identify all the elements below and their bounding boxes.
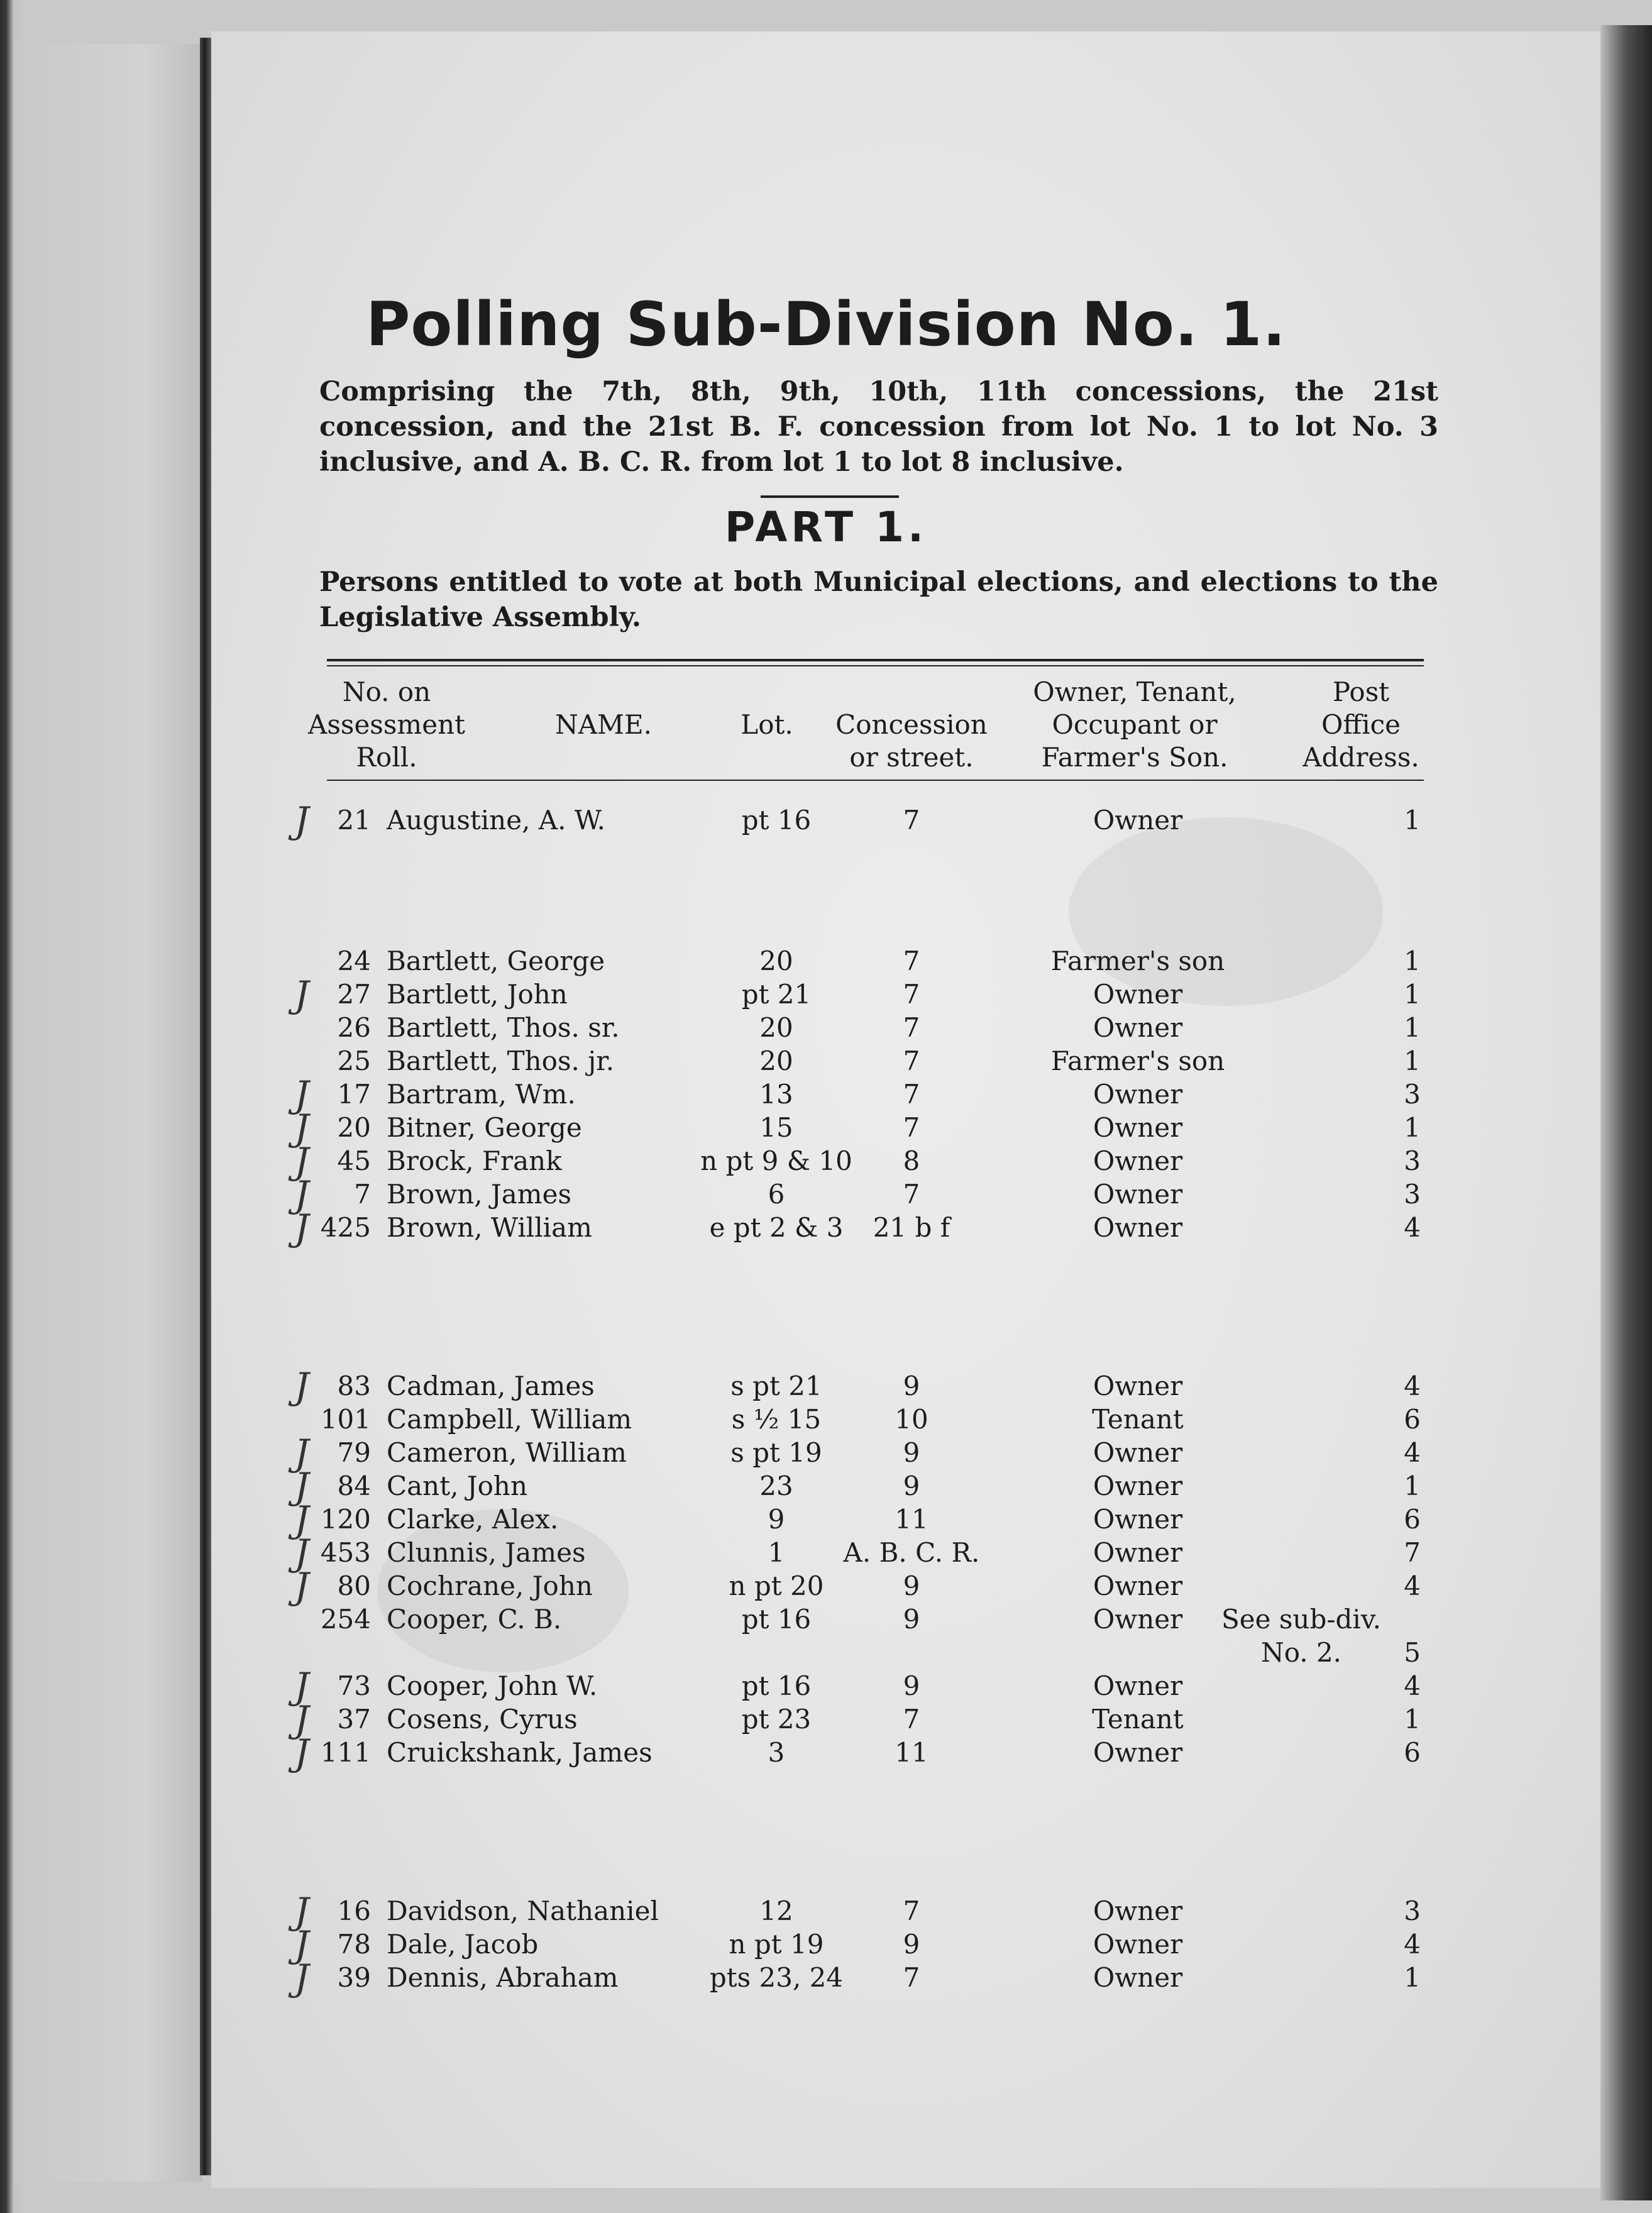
assessment-number: 111 <box>320 1737 371 1768</box>
table-row <box>0 1698 1652 1741</box>
voter-name: Cant, John <box>387 1471 528 1501</box>
lot-number: n pt 19 <box>729 1929 824 1960</box>
voter-name: Bartlett, George <box>387 946 605 976</box>
assessment-number: 20 <box>337 1112 371 1143</box>
lot-number: 15 <box>759 1112 793 1143</box>
header-concession <box>830 709 993 774</box>
concession: 11 <box>895 1737 928 1768</box>
lot-number: 20 <box>759 946 793 976</box>
post-office: 1 <box>1404 1112 1421 1143</box>
voter-name: Bartlett, John <box>387 979 568 1010</box>
concession: 7 <box>903 805 920 836</box>
owner-status: Owner <box>1093 1012 1183 1043</box>
post-office: 1 <box>1404 979 1421 1010</box>
voter-name: Bartlett, Thos. sr. <box>387 1012 620 1043</box>
table-row <box>0 1140 1652 1183</box>
lot-number: n pt 9 & 10 <box>700 1145 852 1176</box>
owner-status: Owner <box>1093 1737 1183 1768</box>
header-line: Address. <box>1302 742 1419 773</box>
voter-name: Brock, Frank <box>387 1145 562 1176</box>
post-office: 1 <box>1404 1012 1421 1043</box>
concession: 9 <box>903 1929 920 1960</box>
owner-status: Owner <box>1093 1145 1183 1176</box>
table-row <box>0 1498 1652 1541</box>
assessment-number: 80 <box>337 1570 371 1601</box>
table-row <box>0 1432 1652 1474</box>
header-line: Post <box>1332 676 1390 707</box>
concession: 8 <box>903 1145 920 1176</box>
concession: 21 b f <box>873 1212 950 1243</box>
lot-number: pt 16 <box>741 1604 812 1635</box>
assessment-number: 83 <box>337 1371 371 1401</box>
post-office: 3 <box>1404 1079 1421 1110</box>
assessment-number: 39 <box>337 1962 371 1993</box>
table-row <box>0 1011 1652 1045</box>
voter-name: Cadman, James <box>387 1371 595 1401</box>
concession: 7 <box>903 1012 920 1043</box>
table-row <box>0 1731 1652 1774</box>
concession: 9 <box>903 1670 920 1701</box>
header-line: Concession <box>835 709 988 740</box>
concession: 7 <box>903 1962 920 1993</box>
post-office: 1 <box>1404 1962 1421 1993</box>
owner-status: Owner <box>1093 1570 1183 1601</box>
table-row <box>0 1565 1652 1608</box>
post-office: 4 <box>1404 1437 1421 1468</box>
check-mark: J <box>294 1140 309 1183</box>
assessment-number: 16 <box>337 1896 371 1926</box>
post-office: 3 <box>1404 1179 1421 1210</box>
assessment-number: 254 <box>320 1604 371 1635</box>
header-line: Farmer's Son. <box>1041 742 1228 773</box>
subdivision-description: Comprising the 7th, 8th, 9th, 10th, 11th concessions, the 21st concession, and the 21st B. F. concession from lot No. 1 to lot No. 3 inclusive, and A. B. C. R. from lot 1 to lot 8 inclusive. <box>319 376 1438 478</box>
check-mark: J <box>294 1432 309 1474</box>
voter-name: Cooper, John W. <box>387 1670 598 1701</box>
header-line: Roll. <box>356 742 417 773</box>
assessment-number: 84 <box>337 1471 371 1501</box>
table-top-rule <box>327 659 1424 661</box>
post-office: 1 <box>1404 1704 1421 1735</box>
owner-status: Tenant <box>1092 1704 1184 1735</box>
table-row <box>0 1956 1652 1999</box>
concession: 7 <box>903 1704 920 1735</box>
assessment-number: 73 <box>337 1670 371 1701</box>
sub-division-note: See sub-div. <box>1221 1604 1381 1635</box>
owner-status: Owner <box>1093 1112 1183 1143</box>
assessment-number: 79 <box>337 1437 371 1468</box>
post-office: 6 <box>1404 1404 1421 1435</box>
check-mark: J <box>294 1173 309 1216</box>
assessment-number: 37 <box>337 1704 371 1735</box>
owner-status: Owner <box>1093 1079 1183 1110</box>
check-mark: J <box>294 1923 309 1966</box>
check-mark: J <box>294 1206 309 1249</box>
check-mark: J <box>294 1531 309 1574</box>
concession: 7 <box>903 979 920 1010</box>
post-office: 1 <box>1404 805 1421 836</box>
lot-number: pts 23, 24 <box>709 1962 844 1993</box>
check-mark: J <box>294 1665 309 1708</box>
check-mark: J <box>294 1731 309 1774</box>
post-office: 4 <box>1404 1929 1421 1960</box>
table-row <box>0 1636 1652 1670</box>
lot-number: 6 <box>768 1179 785 1210</box>
lot-number: s ½ 15 <box>731 1404 822 1435</box>
check-mark: J <box>294 1106 309 1149</box>
concession: 7 <box>903 1112 920 1143</box>
table-row <box>0 1044 1652 1078</box>
concession: 7 <box>903 1896 920 1926</box>
concession: 9 <box>903 1604 920 1635</box>
check-mark: J <box>294 973 309 1016</box>
lot-number: 20 <box>759 1046 793 1076</box>
post-office: 4 <box>1404 1570 1421 1601</box>
voter-name: Augustine, A. W. <box>387 805 605 836</box>
post-office: 1 <box>1404 1046 1421 1076</box>
post-office: 3 <box>1404 1145 1421 1176</box>
table-row <box>0 944 1652 978</box>
concession: 11 <box>895 1504 928 1535</box>
lot-number: 13 <box>759 1079 793 1110</box>
assessment-number: 101 <box>320 1404 371 1435</box>
owner-status: Farmer's son <box>1050 1046 1225 1076</box>
table-row <box>0 1531 1652 1574</box>
lot-number: e pt 2 & 3 <box>709 1212 844 1243</box>
concession: 9 <box>903 1570 920 1601</box>
lot-number: pt 16 <box>741 1670 812 1701</box>
concession: 7 <box>903 1079 920 1110</box>
check-mark: J <box>294 1073 309 1116</box>
owner-status: Owner <box>1093 1537 1183 1568</box>
table-row <box>0 799 1652 842</box>
post-office: 7 <box>1404 1537 1421 1568</box>
part-rule <box>761 495 899 498</box>
table-header-rule <box>327 780 1424 781</box>
header-no-on-assessment-roll <box>308 676 465 774</box>
assessment-number: 25 <box>337 1046 371 1076</box>
assessment-number: 45 <box>337 1145 371 1176</box>
header-owner-tenant <box>1028 676 1242 774</box>
assessment-number: 27 <box>337 979 371 1010</box>
voter-name: Brown, James <box>387 1179 572 1210</box>
voter-name: Clunnis, James <box>387 1537 586 1568</box>
assessment-number: 21 <box>337 805 371 836</box>
voter-name: Cochrane, John <box>387 1570 593 1601</box>
lot-number: pt 16 <box>741 805 812 836</box>
owner-status: Owner <box>1093 1504 1183 1535</box>
owner-status: Tenant <box>1092 1404 1184 1435</box>
concession: 7 <box>903 1179 920 1210</box>
concession: A. B. C. R. <box>843 1537 980 1568</box>
part-heading: PART 1. <box>724 503 928 551</box>
table-row <box>0 1665 1652 1708</box>
lot-number: 20 <box>759 1012 793 1043</box>
owner-status: Owner <box>1093 1929 1183 1960</box>
owner-status: Owner <box>1093 1896 1183 1926</box>
post-office: 4 <box>1404 1212 1421 1243</box>
lot-number: 9 <box>768 1504 785 1535</box>
header-line: No. on <box>342 676 431 707</box>
header-line: Occupant or <box>1052 709 1218 740</box>
owner-status: Owner <box>1093 805 1183 836</box>
owner-status: Owner <box>1093 1179 1183 1210</box>
check-mark: J <box>294 1890 309 1933</box>
voter-name: Clarke, Alex. <box>387 1504 559 1535</box>
concession: 9 <box>903 1371 920 1401</box>
assessment-number: 24 <box>337 946 371 976</box>
post-office: 3 <box>1404 1896 1421 1926</box>
voter-name: Dennis, Abraham <box>387 1962 619 1993</box>
voter-name: Brown, William <box>387 1212 592 1243</box>
owner-status: Owner <box>1093 1212 1183 1243</box>
owner-status: Owner <box>1093 1604 1183 1635</box>
header-line: Office <box>1321 709 1401 740</box>
voter-name: Cooper, C. B. <box>387 1604 562 1635</box>
header-lot: Lot. <box>741 709 793 740</box>
lot-number: n pt 20 <box>729 1570 824 1601</box>
assessment-number: 453 <box>320 1537 371 1568</box>
table-row <box>0 1106 1652 1149</box>
assessment-number: 26 <box>337 1012 371 1043</box>
owner-status: Owner <box>1093 1437 1183 1468</box>
owner-status: Farmer's son <box>1050 946 1225 976</box>
post-office: 4 <box>1404 1670 1421 1701</box>
header-line: Owner, Tenant, <box>1033 676 1236 707</box>
header-name: NAME. <box>554 709 653 740</box>
table-row <box>0 1465 1652 1508</box>
assessment-number: 425 <box>320 1212 371 1243</box>
table-row <box>0 1365 1652 1408</box>
concession: 10 <box>895 1404 928 1435</box>
voter-name: Cameron, William <box>387 1437 627 1468</box>
check-mark: J <box>294 1956 309 1999</box>
lot-number: s pt 21 <box>730 1371 822 1401</box>
check-mark: J <box>294 1498 309 1541</box>
voter-name: Cosens, Cyrus <box>387 1704 578 1735</box>
lot-number: 12 <box>759 1896 793 1926</box>
post-office: 1 <box>1404 946 1421 976</box>
voter-name: Cruickshank, James <box>387 1737 653 1768</box>
check-mark: J <box>294 1565 309 1608</box>
lot-number: pt 21 <box>741 979 812 1010</box>
post-office: 6 <box>1404 1737 1421 1768</box>
check-mark: J <box>294 799 309 842</box>
header-line: Assessment <box>308 709 466 740</box>
page-title: Polling Sub-Division No. 1. <box>366 289 1286 360</box>
table-top-rule-thin <box>327 665 1424 666</box>
post-office: 1 <box>1404 1471 1421 1501</box>
voter-name: Campbell, William <box>387 1404 632 1435</box>
assessment-number: 17 <box>337 1079 371 1110</box>
voter-name: Bitner, George <box>387 1112 582 1143</box>
lot-number: 3 <box>768 1737 785 1768</box>
owner-status: Owner <box>1093 1471 1183 1501</box>
concession: 7 <box>903 1046 920 1076</box>
header-post-office-address <box>1292 676 1430 774</box>
assessment-number: 120 <box>320 1504 371 1535</box>
check-mark: J <box>294 1698 309 1741</box>
lot-number: s pt 19 <box>730 1437 822 1468</box>
owner-status: Owner <box>1093 1371 1183 1401</box>
table-row <box>0 1403 1652 1437</box>
post-office: 5 <box>1404 1637 1421 1668</box>
owner-status: Owner <box>1093 979 1183 1010</box>
concession: 7 <box>903 946 920 976</box>
check-mark: J <box>294 1365 309 1408</box>
concession: 9 <box>903 1471 920 1501</box>
concession: 9 <box>903 1437 920 1468</box>
owner-status: Owner <box>1093 1670 1183 1701</box>
lot-number: 23 <box>759 1471 793 1501</box>
post-office: 6 <box>1404 1504 1421 1535</box>
lot-number: 1 <box>768 1537 785 1568</box>
check-mark: J <box>294 1465 309 1508</box>
table-row <box>0 1173 1652 1216</box>
voter-name: Davidson, Nathaniel <box>387 1896 659 1926</box>
voter-name: Dale, Jacob <box>387 1929 539 1960</box>
table-row <box>0 973 1652 1016</box>
header-line: or street. <box>849 742 974 773</box>
table-row <box>0 1923 1652 1966</box>
owner-status: Owner <box>1093 1962 1183 1993</box>
assessment-number: 7 <box>354 1179 371 1210</box>
voter-name: Bartram, Wm. <box>387 1079 576 1110</box>
persons-entitled-text: Persons entitled to vote at both Municipal elections, and elections to the Legislative Assembly. <box>319 566 1438 633</box>
table-row <box>0 1890 1652 1933</box>
assessment-number: 78 <box>337 1929 371 1960</box>
lot-number: pt 23 <box>741 1704 812 1735</box>
voter-name: Bartlett, Thos. jr. <box>387 1046 615 1076</box>
sub-division-note: No. 2. <box>1260 1637 1342 1668</box>
post-office: 4 <box>1404 1371 1421 1401</box>
table-row <box>0 1206 1652 1249</box>
table-row <box>0 1603 1652 1636</box>
table-row <box>0 1073 1652 1116</box>
